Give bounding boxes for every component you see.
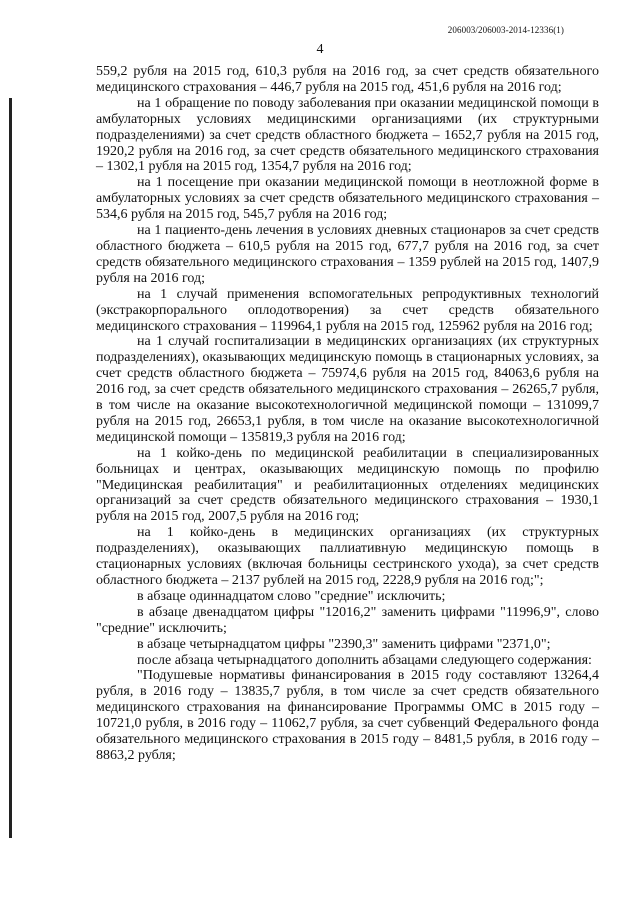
scan-margin-line xyxy=(9,98,12,838)
paragraph-amend-eleventh: в абзаце одиннадцатом слово "средние" исключить; xyxy=(137,588,446,604)
document-id: 206003/206003-2014-12336(1) xyxy=(447,25,564,35)
document-body xyxy=(96,64,599,764)
paragraph-per-capita-norms: "Подушевые нормативы финансирования в 2015 году составляют 13264,4 рубля, в 2016 году – 13835,7 рубля, в том числе за счет средств обязательного медицинского страхования на финансирование Программы ОМС в 2015 году – 10721,0 рубля, в 2016 году – 11062,7 рубля, за счет субвенций Федерального фонда обязательного медицинского страхования в 2015 году – 8481,5 рубля, в 2016 году – 8863,2 рубля; xyxy=(96,668,599,763)
paragraph-rehabilitation: на 1 койко-день по медицинской реабилитации в специализированных больницах и центрах, оказывающих медицинскую помощь по профилю "Медицинская реабилитация" и реабилитационных отделениях медицинских организаций за счет средств обязательного медицинского страхования – 1930,1 рубля на 2015 год, 2007,5 рубля на 2016 год; xyxy=(96,445,599,525)
paragraph-urgent-visit: на 1 посещение при оказании медицинской помощи в неотложной форме в амбулаторных условиях за счет средств обязательного медицинского страхования – 534,6 рубля на 2015 год, 545,7 рубля на 2016 год; xyxy=(96,175,599,223)
paragraph-hospitalization: на 1 случай госпитализации в медицинских организациях (их структурных подразделениях), оказывающих медицинскую помощь в стационарных условиях, за счет средств областного бюджета – 75974,6 рубля на 2015 год, 84063,6 рубля на 2016 год, за счет средств обязательного медицинского страхования – 26265,7 рубля, в том числе на оказание высокотехнологичной медицинской помощи – 131099,7 рубля на 2015 год, 26653,1 рубля, в том числе на оказание высокотехнологичной медицинской помощи – 135819,3 рубля на 2016 год; xyxy=(96,334,599,445)
paragraph-add-after-fourteenth: после абзаца четырнадцатого дополнить абзацами следующего содержания: xyxy=(137,652,592,668)
paragraph-ambulatory-appeal: на 1 обращение по поводу заболевания при оказании медицинской помощи в амбулаторных условиях медицинскими организациями (их структурными подразделениями) за счет средств областного бюджета – 1652,7 рубля на 2015 год, 1920,2 рубля на 2016 год, за счет средств обязательного медицинского страхования – 1302,1 рубля на 2015 год, 1354,7 рубля на 2016 год; xyxy=(96,95,599,175)
paragraph-continuation: 559,2 рубля на 2015 год, 610,3 рубля на 2016 год, за счет средств обязательного медицинского страхования – 446,7 рубля на 2015 год, 451,6 рубля на 2016 год; xyxy=(96,64,599,95)
page-number: 4 xyxy=(316,42,324,57)
paragraph-day-hospital: на 1 пациенто-день лечения в условиях дневных стационаров за счет средств областного бюджета – 610,5 рубля на 2015 год, 677,7 рубля на 2016 год, за счет средств обязательного медицинского страхования – 1359 рублей на 2015 год, 1407,9 рубля на 2016 год; xyxy=(96,223,599,286)
paragraph-amend-twelfth: в абзаце двенадцатом цифры "12016,2" заменить цифрами "11996,9", слово "средние" исключить; xyxy=(96,604,599,636)
paragraph-palliative: на 1 койко-день в медицинских организациях (их структурных подразделениях), оказывающих паллиативную медицинскую помощь в стационарных условиях (включая больницы сестринского ухода), за счет средств областного бюджета – 2137 рублей на 2015 год, 2228,9 рубля на 2016 год;"; xyxy=(96,525,599,588)
paragraph-reproductive-tech: на 1 случай применения вспомогательных репродуктивных технологий (экстракорпорального оплодотворения) за счет средств обязательного медицинского страхования – 119964,1 рубля на 2015 год, 125962 рубля на 2016 год; xyxy=(96,286,599,334)
paragraph-amend-fourteenth: в абзаце четырнадцатом цифры "2390,3" заменить цифрами "2371,0"; xyxy=(137,636,551,652)
